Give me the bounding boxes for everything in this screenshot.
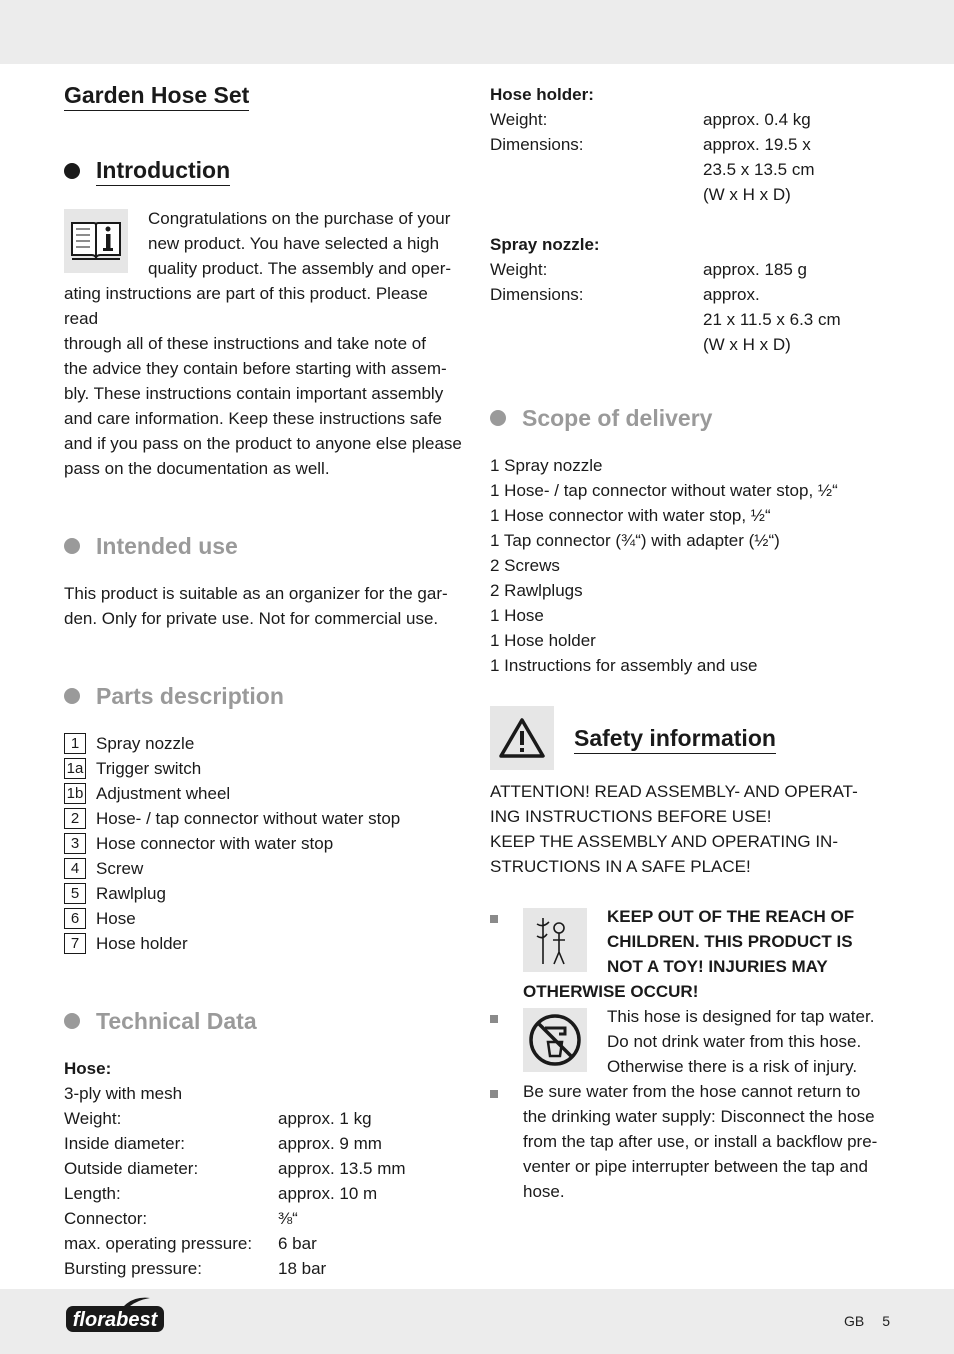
florabest-logo-icon [64, 1296, 168, 1334]
intended-line: This product is suitable as an organizer for the gar- [64, 584, 448, 603]
parts-list [64, 731, 464, 956]
part-number: 1a [64, 758, 86, 779]
intro-text [64, 206, 464, 481]
scope-list [490, 453, 890, 678]
safety-heading: Safety information [574, 723, 776, 754]
intro-line: and if you pass on the product to anyone else please [64, 434, 462, 453]
spec-row: Outside diameter: approx. 13.5 mm [64, 1159, 406, 1178]
square-bullet-icon [490, 1090, 498, 1098]
spec-row: Weight: approx. 185 g [490, 260, 807, 279]
page-meta [844, 1309, 890, 1334]
list-item: 6 Hose [64, 906, 464, 931]
hose-subheading: Hose: [64, 1059, 112, 1078]
bullet-dot-icon [490, 410, 506, 426]
spec-row: Weight: approx. 1 kg [64, 1109, 372, 1128]
spec-row: Length: approx. 10 m [64, 1184, 378, 1203]
list-item: 1 Spray nozzle [490, 456, 603, 475]
intro-line: through all of these instructions and take note of [64, 334, 426, 353]
warning-triangle-icon [490, 706, 554, 770]
spec-row: Dimensions: approx. 21 x 11.5 x 6.3 cm (W x H x D) [490, 285, 841, 354]
list-item: 1 Instructions for assembly and use [490, 656, 758, 675]
part-number: 3 [64, 833, 86, 854]
intro-line: new product. You have selected a high [148, 234, 440, 253]
list-item: 7 Hose holder [64, 931, 464, 956]
list-item: 1b Adjustment wheel [64, 781, 464, 806]
part-number: 5 [64, 883, 86, 904]
attention-text: ATTENTION! READ ASSEMBLY- AND OPERAT- ING INSTRUCTIONS BEFORE USE! KEEP THE ASSEMBLY AND OPERATING IN- STRUCTIONS IN A SAFE PLACE! [490, 782, 858, 876]
spec-row: Dimensions: approx. 19.5 x 23.5 x 13.5 cm (W x H x D) [490, 135, 815, 204]
part-number: 1b [64, 783, 86, 804]
square-bullet-icon [490, 1015, 498, 1023]
bullet-dot-icon [64, 1013, 80, 1029]
list-item: 1 Hose [490, 606, 544, 625]
warning-icon-box [490, 706, 554, 770]
section-introduction-heading: Introduction [64, 155, 464, 186]
part-number: 4 [64, 858, 86, 879]
list-item: 1 Tap connector (¾“) with adapter (½“) [490, 531, 780, 550]
safety-item-backflow: Be sure water from the hose cannot return to the drinking water supply: Disconnect the hose from the tap after use, or install a backflow pre- venter or pipe interrupter between the tap and hose. [490, 1079, 890, 1204]
list-item: 5 Rawlplug [64, 881, 464, 906]
section-intended-use-heading: Intended use [64, 531, 464, 561]
intended-line: den. Only for private use. Not for commercial use. [64, 609, 439, 628]
list-item: 1 Hose- / tap connector without water stop, ½“ [490, 481, 838, 500]
top-band [0, 0, 954, 64]
page-number: 5 [882, 1313, 890, 1329]
left-column [64, 80, 464, 1281]
list-item: 1a Trigger switch [64, 756, 464, 781]
intro-line: Congratulations on the purchase of your [148, 209, 451, 228]
list-item: 2 Rawlplugs [490, 581, 583, 600]
no-drinking-icon-box [523, 1008, 587, 1072]
list-item: 3 Hose connector with water stop [64, 831, 464, 856]
child-warning-icon-box [523, 908, 587, 972]
hose-specs [64, 1106, 464, 1281]
spec-row: Connector: ⅜“ [64, 1209, 298, 1228]
spray-nozzle-subheading: Spray nozzle: [490, 235, 600, 254]
safety-item-children: KEEP OUT OF THE REACH OF CHILDREN. THIS PRODUCT IS NOT A TOY! INJURIES MAY OTHERWISE OCCUR! [490, 904, 890, 1004]
part-number: 1 [64, 733, 86, 754]
list-item: 2 Screws [490, 556, 560, 575]
spec-row: Weight: approx. 0.4 kg [490, 110, 811, 129]
list-item: 2 Hose- / tap connector without water stop [64, 806, 464, 831]
intro-line: pass on the documentation as well. [64, 459, 330, 478]
right-column [490, 82, 890, 1204]
intro-line: bly. These instructions contain important assembly [64, 384, 444, 403]
square-bullet-icon [490, 915, 498, 923]
safety-item-water: This hose is designed for tap water. Do not drink water from this hose. Otherwise there is a risk of injury. [490, 1004, 890, 1079]
list-item: 4 Screw [64, 856, 464, 881]
list-item: 1 Hose holder [490, 631, 596, 650]
part-number: 7 [64, 933, 86, 954]
bullet-dot-icon [64, 688, 80, 704]
child-icon [523, 908, 587, 972]
page-title: Garden Hose Set [64, 80, 249, 111]
section-parts-heading: Parts description [64, 681, 464, 711]
hose-description: 3-ply with mesh [64, 1084, 183, 1103]
spec-row: Inside diameter: approx. 9 mm [64, 1134, 382, 1153]
spec-row: max. operating pressure: 6 bar [64, 1234, 317, 1253]
language-code: GB [843, 1313, 865, 1329]
intro-line: and care information. Keep these instructions safe [64, 409, 442, 428]
part-number: 2 [64, 808, 86, 829]
bullet-dot-icon [64, 163, 80, 179]
list-item: 1 Spray nozzle [64, 731, 464, 756]
info-book-icon [68, 215, 124, 265]
spec-row: Bursting pressure: 18 bar [64, 1259, 327, 1278]
part-number: 6 [64, 908, 86, 929]
section-scope-heading: Scope of delivery [490, 403, 890, 433]
florabest-logo [64, 1296, 168, 1334]
hose-holder-subheading: Hose holder: [490, 85, 594, 104]
info-book-icon-box [64, 209, 128, 273]
safety-header [490, 706, 890, 770]
section-technical-heading: Technical Data [64, 1006, 464, 1036]
logo-text: florabest [72, 1309, 158, 1331]
bullet-dot-icon [64, 538, 80, 554]
intro-line: the advice they contain before starting with assem- [64, 359, 447, 378]
list-item: 1 Hose connector with water stop, ½“ [490, 506, 771, 525]
intro-line: ating instructions are part of this product. Please read [64, 284, 428, 328]
no-drinking-water-icon [523, 1008, 587, 1072]
intro-line: quality product. The assembly and oper- [148, 259, 452, 278]
